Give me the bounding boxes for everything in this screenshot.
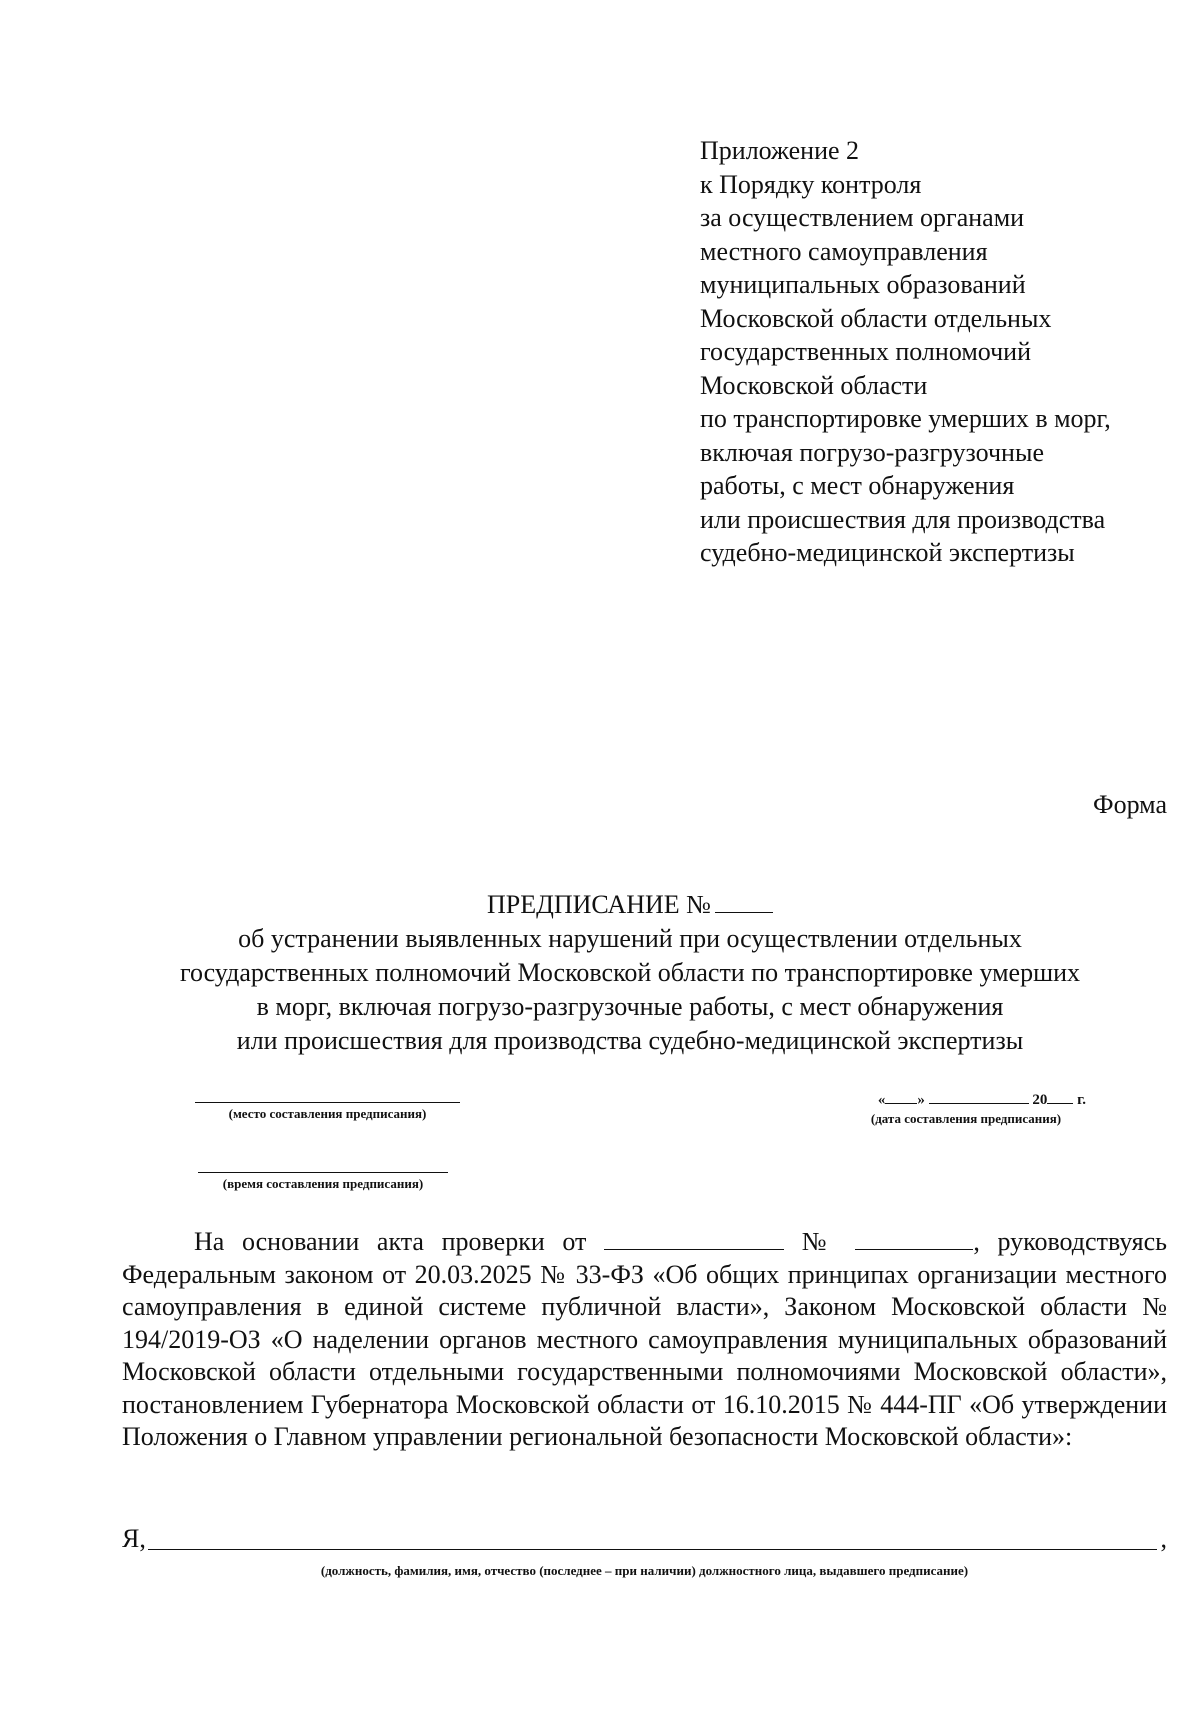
place-caption: (место составления предписания) bbox=[228, 1106, 427, 1121]
appendix-line: судебно-медицинской экспертизы bbox=[700, 538, 1075, 567]
time-field bbox=[198, 1150, 448, 1192]
body-part1: На основании акта проверки от bbox=[194, 1227, 587, 1256]
date-row bbox=[846, 1089, 1086, 1109]
title-heading-text: ПРЕДПИСАНИЕ № bbox=[487, 890, 711, 919]
appendix-line: включая погрузо-разгрузочные bbox=[700, 437, 1044, 467]
appendix-line: или происшествия для производства bbox=[700, 504, 1106, 534]
date-month-blank[interactable] bbox=[929, 1089, 1029, 1104]
act-date-blank[interactable] bbox=[604, 1229, 784, 1250]
official-row bbox=[122, 1524, 1167, 1554]
title-line: об устранении выявленных нарушений при осуществлении отдельных bbox=[238, 924, 1022, 953]
appendix-line: Московской области bbox=[700, 370, 928, 400]
body-number-sign: № bbox=[801, 1227, 838, 1256]
place-field bbox=[195, 1080, 460, 1122]
document-title bbox=[130, 888, 1130, 1058]
date-day-blank[interactable] bbox=[885, 1089, 917, 1104]
appendix-line: государственных полномочий bbox=[700, 337, 1032, 366]
act-number-blank[interactable] bbox=[855, 1229, 973, 1250]
time-blank[interactable] bbox=[198, 1150, 448, 1173]
title-heading bbox=[130, 888, 1130, 922]
date-year-prefix: 20 bbox=[1032, 1092, 1048, 1108]
appendix-line: за осуществлением органами bbox=[700, 203, 1025, 232]
appendix-line: местного самоуправления bbox=[700, 236, 988, 266]
appendix-line: работы, с мест обнаружения bbox=[700, 471, 1015, 500]
ya-suffix: , bbox=[1160, 1524, 1167, 1553]
date-field bbox=[846, 1089, 1086, 1127]
place-blank[interactable] bbox=[195, 1080, 460, 1103]
form-label: Форма bbox=[1093, 790, 1167, 819]
official-caption: (должность, фамилия, имя, отчество (последнее – при наличии) должностного лица, выдавшего предписание) bbox=[320, 1563, 969, 1578]
appendix-line: по транспортировке умерших в морг, bbox=[700, 404, 1111, 433]
time-caption: (время составления предписания) bbox=[222, 1176, 424, 1191]
title-line: в морг, включая погрузо-разгрузочные работы, с мест обнаружения bbox=[256, 992, 1004, 1021]
appendix-header bbox=[700, 134, 1170, 570]
ya-prefix: Я, bbox=[122, 1524, 146, 1553]
appendix-line: муниципальных образований bbox=[700, 270, 1026, 299]
date-year-blank[interactable] bbox=[1047, 1089, 1073, 1104]
prescription-number-blank[interactable] bbox=[715, 890, 773, 913]
body-part2: , руководствуясь Федеральным законом от 20.03.2025 № 33-ФЗ «Об общих принципах организации местного самоуправления в единой системе публичной власти», Законом Московской области № 194/2019-ОЗ «О наделении органов местного самоуправления муниципальных образований Московской области отдельными государственными полномочиями Московской области», постановлением Губернатора Московской области от 16.10.2015 № 444-ПГ «Об утверждении Положения о Главном управлении региональной безопасности Московской области»: bbox=[122, 1227, 1168, 1451]
body-paragraph bbox=[122, 1226, 1167, 1454]
appendix-line: Приложение 2 bbox=[700, 136, 860, 165]
appendix-line: к Порядку контроля bbox=[700, 169, 922, 199]
date-caption: (дата составления предписания) bbox=[870, 1111, 1062, 1126]
title-line: или происшествия для производства судебно-медицинской экспертизы bbox=[236, 1026, 1024, 1055]
date-open-quote: « bbox=[877, 1092, 886, 1108]
appendix-line: Московской области отдельных bbox=[700, 303, 1052, 333]
date-close-quote: » bbox=[917, 1092, 925, 1108]
official-blank[interactable] bbox=[148, 1525, 1157, 1550]
title-line: государственных полномочий Московской области по транспортировке умерших bbox=[179, 958, 1081, 987]
date-year-suffix: г. bbox=[1077, 1092, 1086, 1108]
